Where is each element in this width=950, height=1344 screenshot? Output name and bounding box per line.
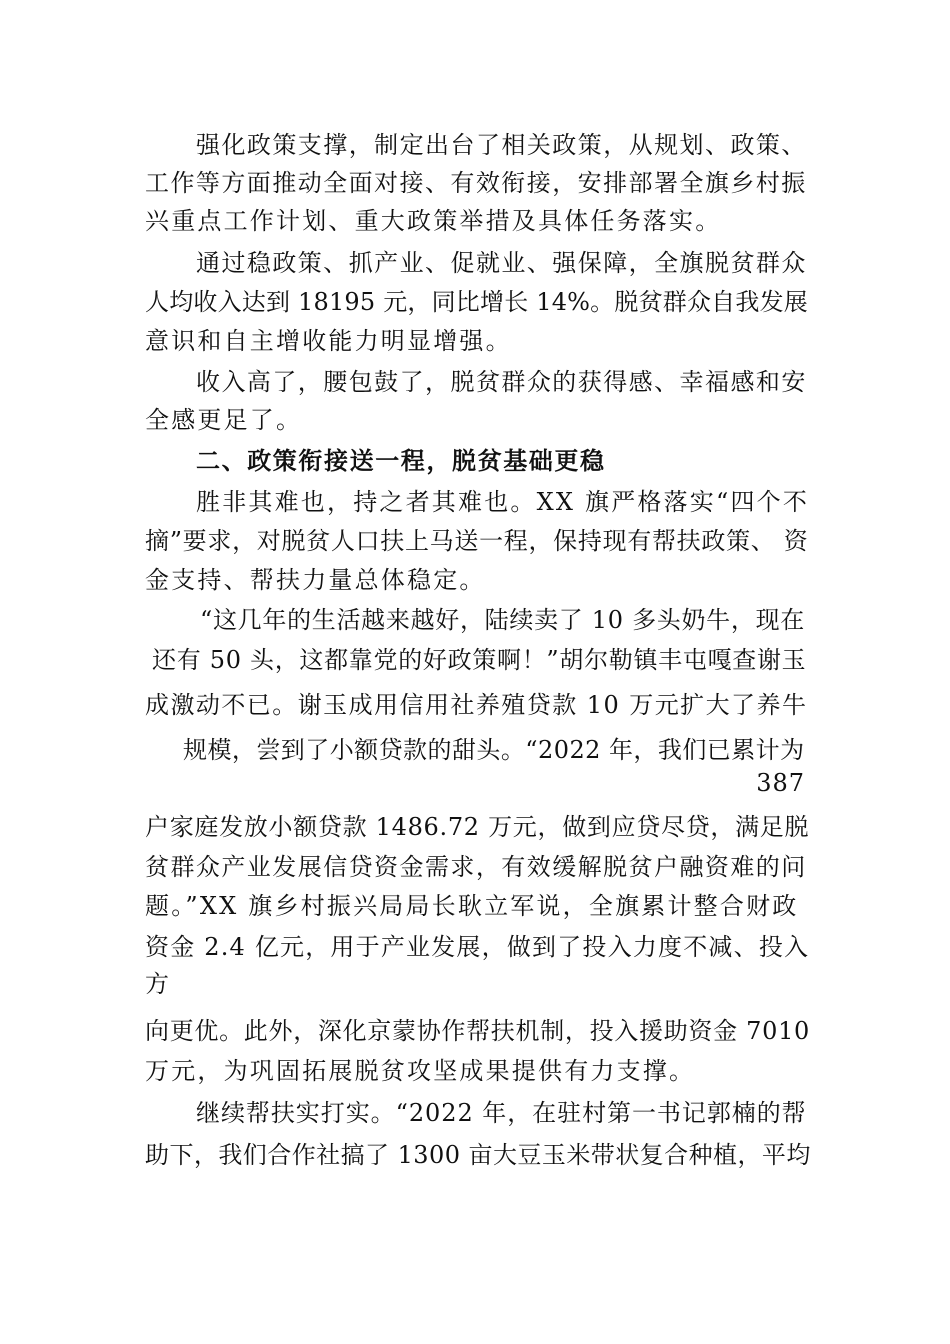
text-line: 向更优。此外，深化京蒙协作帮扶机制，投入援助资金 7010 [145, 1017, 811, 1045]
text-line: 强化政策支撑，制定出台了相关政策，从规划、政策、 [196, 131, 807, 159]
text-line: 人均收入达到 18195 元，同比增长 14%。脱贫群众自我发展 [145, 288, 808, 316]
text-line: 工作等方面推动全面对接、有效衔接，安排部署全旗乡村振 [145, 169, 807, 197]
text-line: 贫群众产业发展信贷资金需求，有效缓解脱贫户融资难的问 [145, 853, 807, 881]
text-line: 规模，尝到了小额贷款的甜头。“2022 年，我们已累计为 [183, 736, 805, 764]
text-line: 资金 2.4 亿元，用于产业发展，做到了投入力度不减、投入 [145, 933, 810, 961]
text-line: 还有 50 头，这都靠党的好政策啊！”胡尔勒镇丰屯嘎查谢玉 [152, 646, 807, 674]
text-line: 题。”XX 旗乡村振兴局局长耿立军说，全旗累计整合财政 [145, 892, 799, 920]
text-line: 助下，我们合作社搞了 1300 亩大豆玉米带状复合种植，平均 [145, 1141, 811, 1169]
text-line: 金支持、帮扶力量总体稳定。 [145, 566, 486, 594]
text-line: 户家庭发放小额贷款 1486.72 万元，做到应贷尽贷，满足脱 [145, 813, 810, 841]
text-line: 通过稳政策、抓产业、促就业、强保障，全旗脱贫群众 [196, 249, 807, 277]
section-heading: 二、政策衔接送一程，脱贫基础更稳 [196, 446, 606, 475]
text-line: 胜非其难也，持之者其难也。XX 旗严格落实“四个不 [196, 488, 810, 516]
text-line: 成激动不已。谢玉成用信用社养殖贷款 10 万元扩大了养牛 [145, 691, 808, 719]
text-line: 收入高了，腰包鼓了，脱贫群众的获得感、幸福感和安 [196, 368, 807, 396]
text-line: 意识和自主增收能力明显增强。 [145, 327, 512, 355]
text-line: 兴重点工作计划、重大政策举措及具体任务落实。 [145, 207, 722, 235]
text-line: “这几年的生活越来越好，陆续卖了 10 多头奶牛，现在 [200, 606, 805, 634]
text-line: 方 [145, 970, 172, 998]
text-line: 全感更足了。 [145, 406, 303, 434]
text-line: 摘”要求，对脱贫人口扶上马送一程，保持现有帮扶政策、 资 [145, 527, 809, 555]
text-line: 387 [756, 769, 805, 797]
text-line: 继续帮扶实打实。“2022 年，在驻村第一书记郭楠的帮 [196, 1099, 807, 1127]
text-line: 万元，为巩固拓展脱贫攻坚成果提供有力支撑。 [145, 1057, 696, 1085]
